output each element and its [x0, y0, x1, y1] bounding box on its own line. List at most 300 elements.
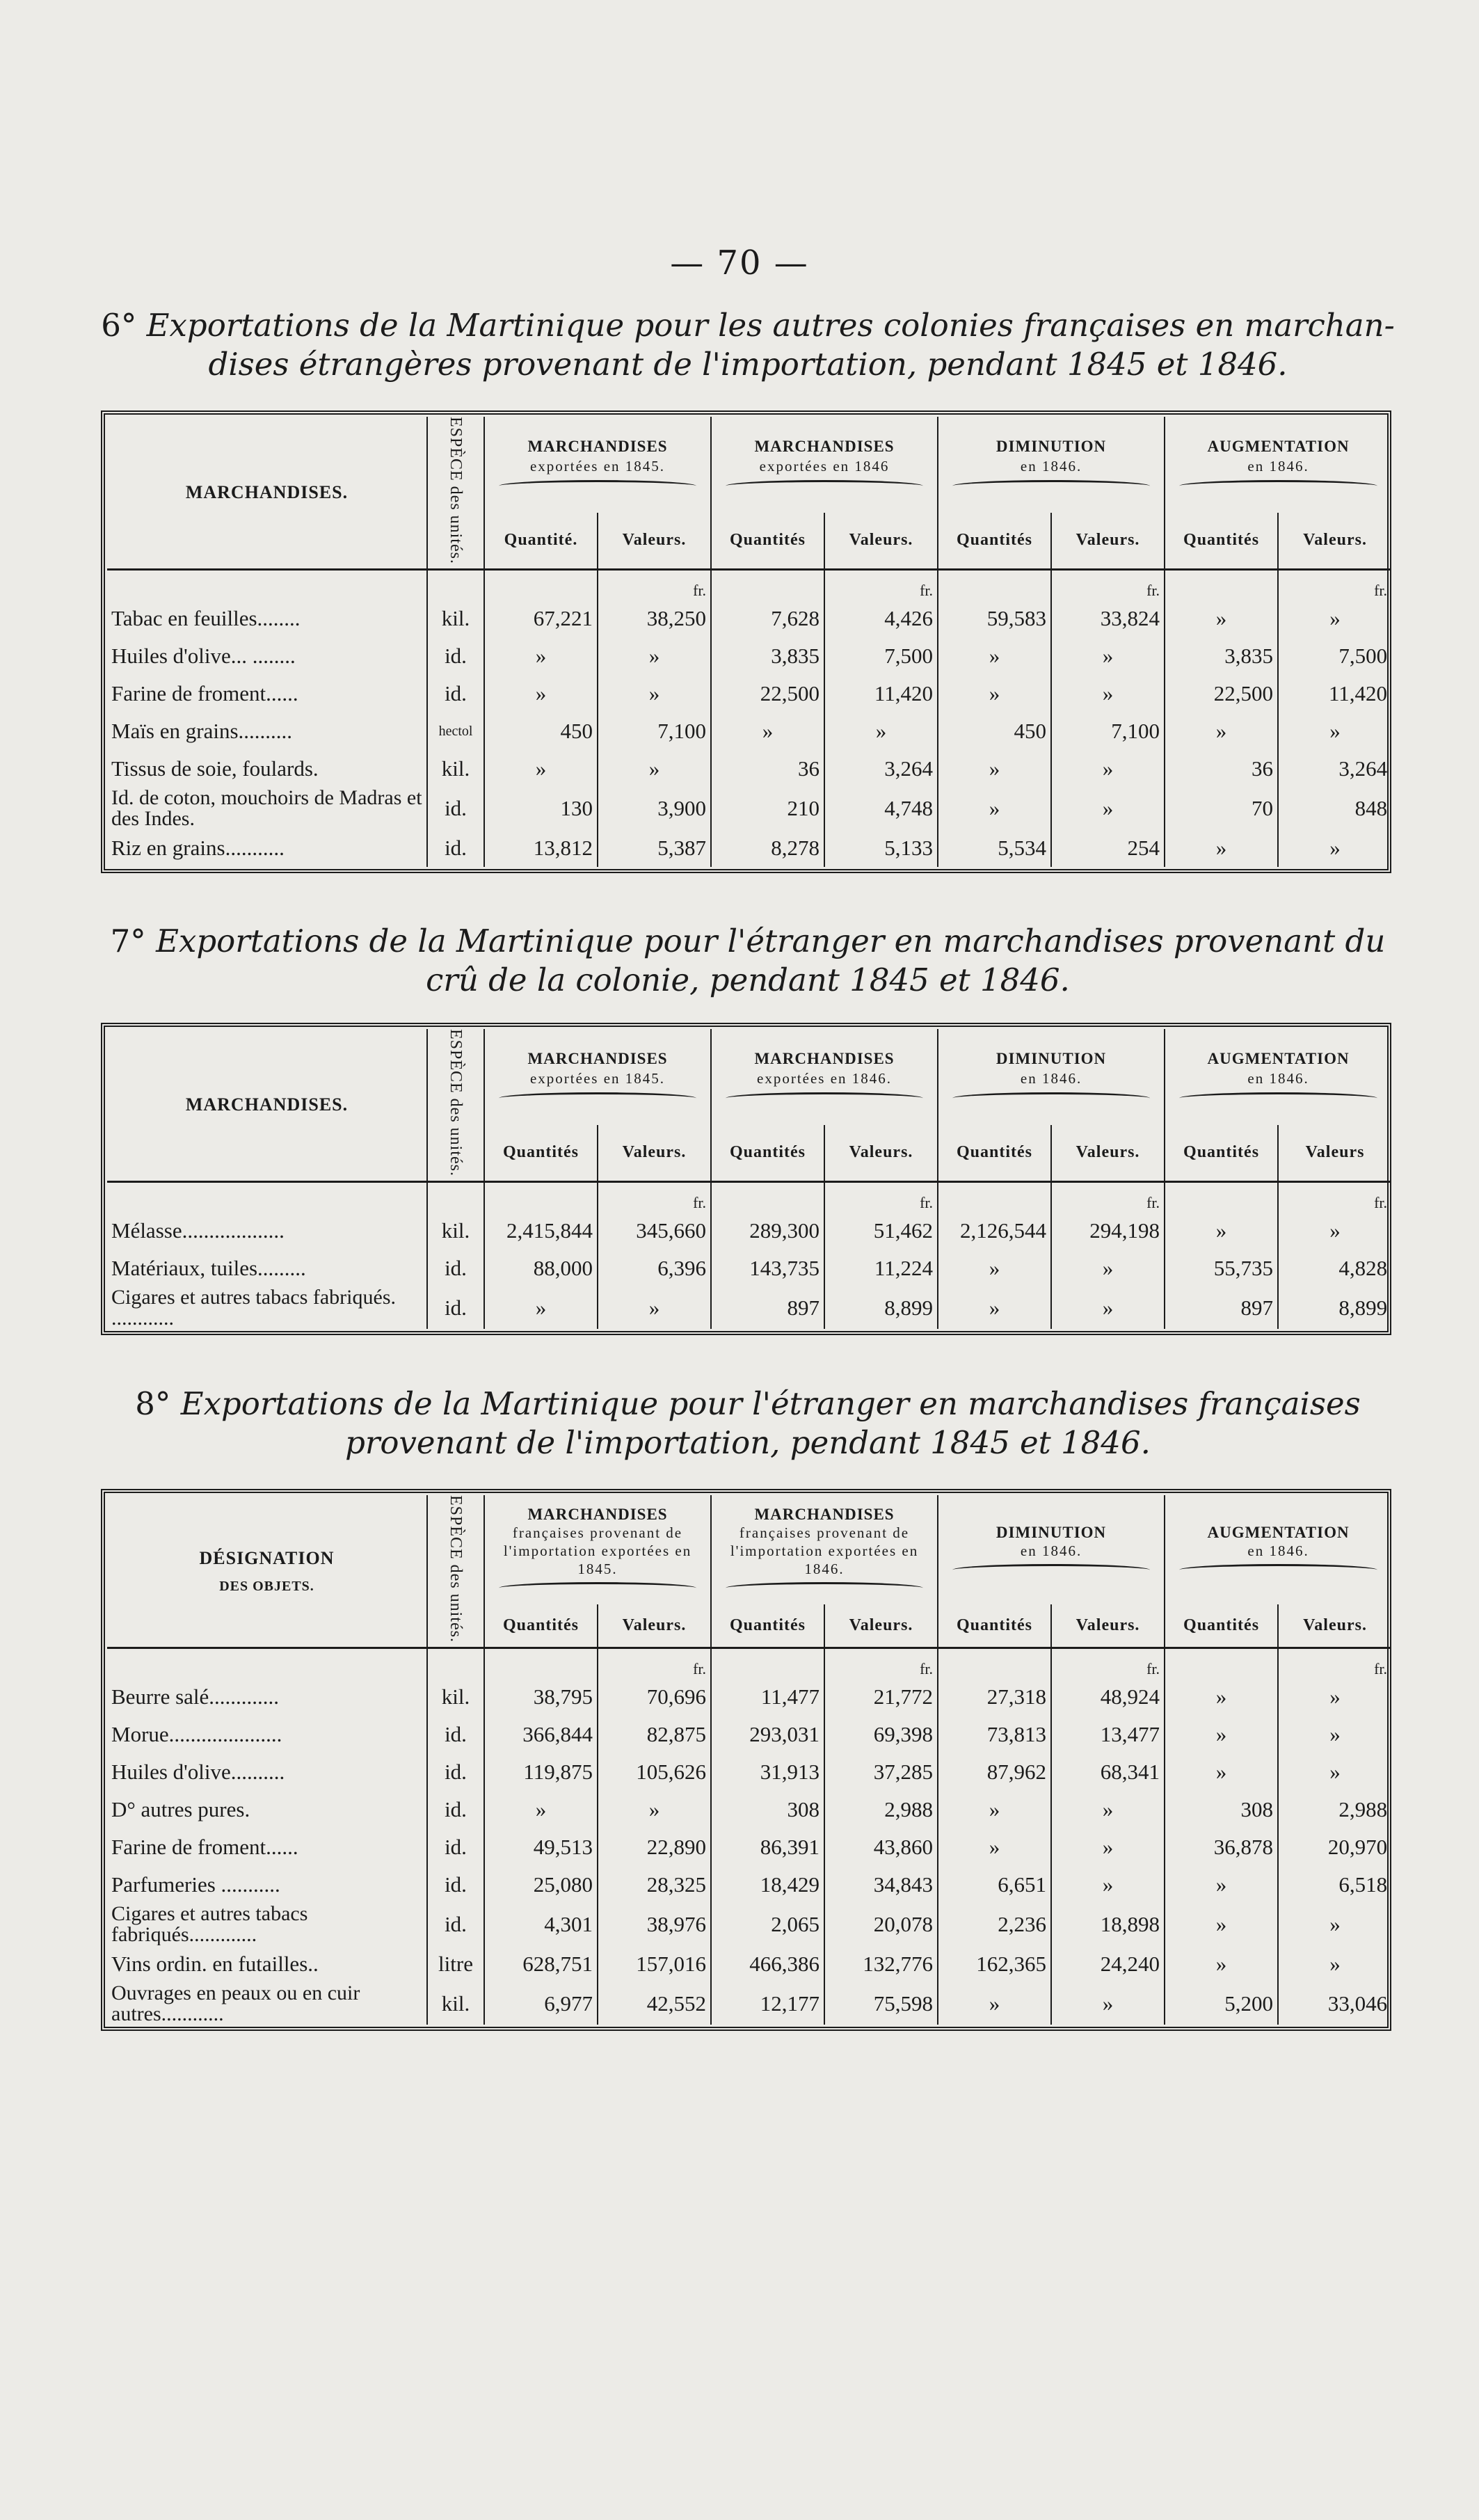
table-cell: 5,133 [824, 829, 938, 867]
row-unit: id. [427, 1866, 484, 1904]
table-cell: 11,420 [1328, 681, 1388, 706]
group-sublabel: en 1846. [1247, 1070, 1309, 1087]
section-number: 7° [110, 923, 146, 959]
table-cell: 628,751 [484, 1945, 598, 1983]
subcolumn-header: Quantités [938, 1125, 1051, 1182]
table-row [107, 712, 1391, 750]
table-row [107, 1287, 1391, 1329]
row-unit: id. [427, 829, 484, 867]
page-number: — 70 — [670, 244, 809, 282]
table-cell: 55,735 [1165, 1250, 1278, 1287]
row-unit: kil. [427, 600, 484, 637]
table-cell: 2,236 [938, 1904, 1051, 1945]
currency-unit-label: fr. [1051, 1191, 1165, 1212]
table-cell: » [1165, 1678, 1278, 1716]
table-cell: 7,500 [824, 637, 938, 675]
brace-decoration [1179, 1564, 1377, 1576]
table-cell: 11,224 [824, 1250, 938, 1287]
table-cell: » [1329, 1684, 1341, 1709]
brace-decoration [726, 480, 923, 492]
brace-decoration [499, 1092, 696, 1104]
table-cell: » [1329, 606, 1341, 631]
header-name-label: DÉSIGNATION [199, 1547, 335, 1568]
table-cell: » [598, 1791, 711, 1828]
table-cell: 42,552 [598, 1983, 711, 2025]
subcolumn-header: Valeurs. [824, 1604, 938, 1648]
brace-decoration [1179, 480, 1377, 492]
table-cell: 51,462 [824, 1212, 938, 1250]
table-row [107, 637, 1391, 675]
table-cell: » [484, 637, 598, 675]
table-cell: 13,477 [1051, 1716, 1165, 1753]
table-cell: 6,396 [598, 1250, 711, 1287]
currency-unit-label [484, 1191, 598, 1212]
table-cell: 4,748 [824, 788, 938, 829]
table-row [107, 1716, 1391, 1753]
brace-decoration [952, 480, 1150, 492]
table-row [107, 1945, 1391, 1983]
table-cell: 4,828 [1338, 1256, 1388, 1281]
table-cell: » [938, 1250, 1051, 1287]
subcolumn-header: Valeurs. [824, 513, 938, 570]
subcolumn-header: Valeurs. [1051, 1604, 1165, 1648]
table-cell: 22,890 [598, 1828, 711, 1866]
row-label: Huiles d'olive... ........ [107, 637, 427, 675]
data-table [107, 417, 1391, 867]
table-section-7 [101, 1023, 1391, 1335]
table-cell: » [938, 1828, 1051, 1866]
row-unit: kil. [427, 1212, 484, 1250]
title-line-1: Exportations de la Martinique pour l'étranger en marchandises françaises [180, 1385, 1361, 1422]
currency-unit-label: fr. [824, 1191, 938, 1212]
table-cell: 130 [484, 788, 598, 829]
currency-unit-label: fr. [1374, 1660, 1388, 1678]
column-group-header [484, 1495, 711, 1604]
table-cell: 105,626 [598, 1753, 711, 1791]
table-cell: 294,198 [1051, 1212, 1165, 1250]
table-cell: » [598, 675, 711, 712]
row-label: Cigares et autres tabacs fabriqués............. [107, 1904, 427, 1945]
section-6-title [97, 306, 1398, 384]
table-cell: 20,078 [824, 1904, 938, 1945]
column-group-header [1165, 1495, 1391, 1604]
table-cell: 4,426 [824, 600, 938, 637]
title-line-2: provenant de l'importation, pendant 1845 et 1846. [345, 1424, 1151, 1461]
table-cell: » [1165, 1904, 1278, 1945]
brace-decoration [952, 1092, 1150, 1104]
table-cell: » [938, 675, 1051, 712]
table-cell: 12,177 [711, 1983, 824, 2025]
table-cell: 70 [1165, 788, 1278, 829]
table-cell: 21,772 [824, 1678, 938, 1716]
currency-unit-label: fr. [1051, 579, 1165, 600]
currency-unit-label: fr. [824, 579, 938, 600]
table-cell: 848 [1354, 796, 1388, 821]
header-unit-label: ESPÈCE des unités. [447, 417, 465, 565]
group-sublabel: en 1846. [1247, 1542, 1309, 1560]
group-label: AUGMENTATION [1207, 1524, 1350, 1542]
table-cell: 293,031 [711, 1716, 824, 1753]
group-sublabel: en 1846. [1020, 1070, 1082, 1087]
section-number: 6° [101, 307, 137, 344]
table-cell: 6,651 [938, 1866, 1051, 1904]
table-row [107, 1791, 1391, 1828]
table-row [107, 1753, 1391, 1791]
subcolumn-header: Valeurs. [598, 1604, 711, 1648]
table-cell: 73,813 [938, 1716, 1051, 1753]
section-7-title [97, 922, 1398, 1000]
table-cell: 2,988 [1338, 1797, 1388, 1822]
subcolumn-header: Quantités [938, 1604, 1051, 1648]
table-cell: 7,500 [1338, 644, 1388, 669]
table-cell: 70,696 [598, 1678, 711, 1716]
table-cell: 6,518 [1338, 1872, 1388, 1897]
brace-decoration [1179, 1092, 1377, 1104]
table-cell: 67,221 [484, 600, 598, 637]
row-label: Farine de froment...... [107, 1828, 427, 1866]
table-cell: 18,429 [711, 1866, 824, 1904]
table-cell: 28,325 [598, 1866, 711, 1904]
row-unit: id. [427, 637, 484, 675]
header-unit-label: ESPÈCE des unités. [447, 1495, 465, 1643]
table-cell: » [1329, 1912, 1341, 1937]
group-sublabel: françaises provenant de l'importation exportées en 1846. [730, 1524, 919, 1578]
table-cell: » [1329, 1952, 1341, 1977]
table-cell: 87,962 [938, 1753, 1051, 1791]
group-sublabel: exportées en 1846. [757, 1070, 893, 1087]
table-cell: » [938, 637, 1051, 675]
table-cell: 68,341 [1051, 1753, 1165, 1791]
table-cell: » [1051, 1866, 1165, 1904]
table-cell: » [1051, 788, 1165, 829]
table-cell: » [1165, 1866, 1278, 1904]
row-unit: id. [427, 1753, 484, 1791]
table-cell: » [938, 1791, 1051, 1828]
group-label: MARCHANDISES [754, 1050, 895, 1068]
table-cell: » [1051, 1791, 1165, 1828]
row-label: Morue..................... [107, 1716, 427, 1753]
row-unit: kil. [427, 750, 484, 788]
table-cell: 38,976 [598, 1904, 711, 1945]
currency-unit-label: fr. [1374, 582, 1388, 600]
row-label: Mélasse................... [107, 1212, 427, 1250]
currency-unit-label [711, 1657, 824, 1678]
column-header-name [107, 1029, 427, 1182]
group-label: MARCHANDISES [754, 1506, 895, 1524]
table-cell: 2,065 [711, 1904, 824, 1945]
table-cell: 37,285 [824, 1753, 938, 1791]
subcolumn-header: Quantités [1165, 1604, 1278, 1648]
row-label: Vins ordin. en futailles.. [107, 1945, 427, 1983]
table-row [107, 788, 1391, 829]
group-label: MARCHANDISES [754, 438, 895, 456]
table-cell: 11,420 [824, 675, 938, 712]
row-unit: id. [427, 1716, 484, 1753]
header-unit-label: ESPÈCE des unités. [447, 1029, 465, 1177]
group-label: DIMINUTION [996, 1050, 1107, 1068]
table-cell: 43,860 [824, 1828, 938, 1866]
table-row [107, 1904, 1391, 1945]
table-cell: » [484, 750, 598, 788]
row-label: Ouvrages en peaux ou en cuir autres............ [107, 1983, 427, 2025]
subcolumn-header: Quantités [938, 513, 1051, 570]
group-label: MARCHANDISES [527, 1050, 668, 1068]
currency-unit-label [938, 1191, 1051, 1212]
table-cell: 38,250 [598, 600, 711, 637]
table-cell: 33,046 [1327, 1991, 1388, 2016]
table-cell: 2,126,544 [938, 1212, 1051, 1250]
row-unit: kil. [427, 1678, 484, 1716]
group-sublabel: exportées en 1845. [529, 1070, 666, 1087]
brace-decoration [726, 1582, 923, 1594]
table-cell: 6,977 [484, 1983, 598, 2025]
currency-unit-label: fr. [1051, 1657, 1165, 1678]
subcolumn-header: Quantités [484, 1125, 598, 1182]
section-number: 8° [135, 1385, 171, 1422]
table-cell: 345,660 [598, 1212, 711, 1250]
section-8-title [97, 1385, 1398, 1462]
table-cell: 82,875 [598, 1716, 711, 1753]
table-cell: 27,318 [938, 1678, 1051, 1716]
table-cell: 7,100 [598, 712, 711, 750]
row-unit: id. [427, 1791, 484, 1828]
header-name-label: MARCHANDISES. [185, 482, 349, 502]
header-name-sublabel: DES OBJETS. [219, 1578, 314, 1594]
title-line-2: crû de la colonie, pendant 1845 et 1846. [426, 962, 1070, 998]
table-cell: » [1165, 600, 1278, 637]
table-cell: » [1051, 1983, 1165, 2025]
table-row [107, 1250, 1391, 1287]
table-section-8 [101, 1489, 1391, 2031]
column-header-unit [427, 1495, 484, 1648]
row-label: Parfumeries ........... [107, 1866, 427, 1904]
table-cell: 34,843 [824, 1866, 938, 1904]
currency-unit-label [484, 1657, 598, 1678]
subcolumn-header: Valeurs. [1051, 513, 1165, 570]
row-unit: id. [427, 1904, 484, 1945]
group-label: MARCHANDISES [527, 1506, 668, 1524]
row-label: Cigares et autres tabacs fabriqués. ............ [107, 1287, 427, 1329]
table-cell: » [484, 1791, 598, 1828]
group-sublabel: en 1846. [1020, 1542, 1082, 1560]
row-unit: id. [427, 1287, 484, 1329]
row-label: D° autres pures. [107, 1791, 427, 1828]
table-cell: 4,301 [484, 1904, 598, 1945]
group-label: AUGMENTATION [1207, 1050, 1350, 1068]
table-cell: 3,264 [824, 750, 938, 788]
table-cell: 48,924 [1051, 1678, 1165, 1716]
currency-unit-label [711, 1191, 824, 1212]
table-section-6 [101, 410, 1391, 873]
brace-decoration [726, 1092, 923, 1104]
table-cell: » [1329, 836, 1341, 861]
group-sublabel: en 1846. [1247, 458, 1309, 475]
table-cell: 119,875 [484, 1753, 598, 1791]
table-cell: » [598, 637, 711, 675]
subcolumn-header: Quantités [484, 1604, 598, 1648]
table-row [107, 600, 1391, 637]
subcolumn-header: Quantités [1165, 1125, 1278, 1182]
table-cell: 2,988 [824, 1791, 938, 1828]
group-label: DIMINUTION [996, 1524, 1107, 1542]
column-group-header [938, 1029, 1165, 1125]
table-cell: 7,628 [711, 600, 824, 637]
table-row [107, 1983, 1391, 2025]
table-cell: » [938, 1287, 1051, 1329]
table-cell: » [1051, 1250, 1165, 1287]
brace-decoration [952, 1564, 1150, 1576]
group-sublabel: françaises provenant de l'importation exportées en 1845. [503, 1524, 692, 1578]
table-cell: 59,583 [938, 600, 1051, 637]
column-header-unit [427, 1029, 484, 1182]
table-cell: 3,264 [1338, 756, 1388, 781]
data-table [107, 1029, 1391, 1329]
table-cell: » [1051, 675, 1165, 712]
currency-unit-label: fr. [598, 1657, 711, 1678]
table-cell: » [1165, 1945, 1278, 1983]
column-group-header [1165, 1029, 1391, 1125]
table-cell: » [1165, 712, 1278, 750]
table-cell: 157,016 [598, 1945, 711, 1983]
table-cell: » [1051, 1828, 1165, 1866]
table-cell: 143,735 [711, 1250, 824, 1287]
column-group-header [938, 1495, 1165, 1604]
row-unit: litre [427, 1945, 484, 1983]
table-cell: 22,500 [711, 675, 824, 712]
currency-unit-label [1165, 579, 1278, 600]
currency-unit-label [711, 579, 824, 600]
table-row [107, 750, 1391, 788]
group-label: DIMINUTION [996, 438, 1107, 456]
table-row [107, 1678, 1391, 1716]
subcolumn-header: Valeurs. [1278, 513, 1391, 570]
table-cell: » [824, 712, 938, 750]
row-unit: id. [427, 1828, 484, 1866]
column-header-name [107, 417, 427, 570]
table-cell: » [598, 1287, 711, 1329]
table-cell: » [711, 712, 824, 750]
column-group-header [484, 417, 711, 513]
title-line-1: Exportations de la Martinique pour les autres colonies françaises en marchan- [146, 307, 1395, 344]
row-unit: id. [427, 675, 484, 712]
table-row [107, 1212, 1391, 1250]
subcolumn-header: Valeurs. [1278, 1604, 1391, 1648]
table-cell: 5,200 [1165, 1983, 1278, 2025]
row-label: Tissus de soie, foulards. [107, 750, 427, 788]
row-label: Tabac en feuilles........ [107, 600, 427, 637]
row-unit: hectol [427, 712, 484, 750]
table-row [107, 1828, 1391, 1866]
table-cell: 366,844 [484, 1716, 598, 1753]
currency-unit-label [1165, 1191, 1278, 1212]
table-cell: 132,776 [824, 1945, 938, 1983]
column-header-name [107, 1495, 427, 1648]
subcolumn-header: Quantités [711, 1604, 824, 1648]
table-cell: » [598, 750, 711, 788]
table-cell: 3,835 [711, 637, 824, 675]
currency-unit-label: fr. [598, 1191, 711, 1212]
table-cell: » [1051, 750, 1165, 788]
table-cell: 33,824 [1051, 600, 1165, 637]
column-group-header [711, 417, 938, 513]
data-table [107, 1495, 1391, 2025]
currency-unit-label [484, 579, 598, 600]
table-cell: 162,365 [938, 1945, 1051, 1983]
table-cell: 3,900 [598, 788, 711, 829]
table-cell: 22,500 [1165, 675, 1278, 712]
row-label: Beurre salé............. [107, 1678, 427, 1716]
currency-unit-label [1165, 1657, 1278, 1678]
table-cell: 210 [711, 788, 824, 829]
table-cell: 38,795 [484, 1678, 598, 1716]
table-cell: » [1165, 1716, 1278, 1753]
table-cell: 308 [711, 1791, 824, 1828]
table-cell: » [1165, 1212, 1278, 1250]
table-cell: 450 [938, 712, 1051, 750]
table-cell: 25,080 [484, 1866, 598, 1904]
table-cell: » [1165, 1753, 1278, 1791]
table-cell: 8,278 [711, 829, 824, 867]
table-cell: 36,878 [1165, 1828, 1278, 1866]
table-cell: 24,240 [1051, 1945, 1165, 1983]
table-cell: 18,898 [1051, 1904, 1165, 1945]
table-cell: » [1165, 829, 1278, 867]
table-cell: 36 [1165, 750, 1278, 788]
subcolumn-header: Quantités [711, 1125, 824, 1182]
group-sublabel: en 1846. [1020, 458, 1082, 475]
table-cell: 897 [1165, 1287, 1278, 1329]
table-cell: 8,899 [824, 1287, 938, 1329]
title-line-2: dises étrangères provenant de l'importation, pendant 1845 et 1846. [208, 346, 1288, 383]
table-cell: » [938, 788, 1051, 829]
table-cell: 8,899 [1338, 1295, 1388, 1321]
row-label: Farine de froment...... [107, 675, 427, 712]
table-cell: 308 [1165, 1791, 1278, 1828]
subcolumn-header: Valeurs [1278, 1125, 1391, 1182]
subcolumn-header: Quantités [711, 513, 824, 570]
table-cell: 88,000 [484, 1250, 598, 1287]
table-cell: » [1329, 1760, 1341, 1785]
table-cell: » [1051, 1287, 1165, 1329]
table-cell: 897 [711, 1287, 824, 1329]
currency-unit-label: fr. [1374, 1194, 1388, 1212]
table-cell: 49,513 [484, 1828, 598, 1866]
table-cell: 36 [711, 750, 824, 788]
column-group-header [484, 1029, 711, 1125]
column-group-header [711, 1495, 938, 1604]
subcolumn-header: Valeurs. [1051, 1125, 1165, 1182]
title-line-1: Exportations de la Martinique pour l'étranger en marchandises provenant du [156, 923, 1386, 959]
subcolumn-header: Quantités [1165, 513, 1278, 570]
table-cell: 75,598 [824, 1983, 938, 2025]
row-unit: id. [427, 788, 484, 829]
group-sublabel: exportées en 1846 [759, 458, 890, 475]
row-unit: kil. [427, 1983, 484, 2025]
column-group-header [1165, 417, 1391, 513]
table-cell: 13,812 [484, 829, 598, 867]
table-cell: 254 [1051, 829, 1165, 867]
table-cell: 450 [484, 712, 598, 750]
row-label: Id. de coton, mouchoirs de Madras et des Indes. [107, 788, 427, 829]
table-cell: 466,386 [711, 1945, 824, 1983]
group-label: MARCHANDISES [527, 438, 668, 456]
group-label: AUGMENTATION [1207, 438, 1350, 456]
currency-unit-label [938, 1657, 1051, 1678]
table-cell: 86,391 [711, 1828, 824, 1866]
currency-unit-label: fr. [824, 1657, 938, 1678]
table-cell: 5,387 [598, 829, 711, 867]
table-cell: » [938, 1983, 1051, 2025]
